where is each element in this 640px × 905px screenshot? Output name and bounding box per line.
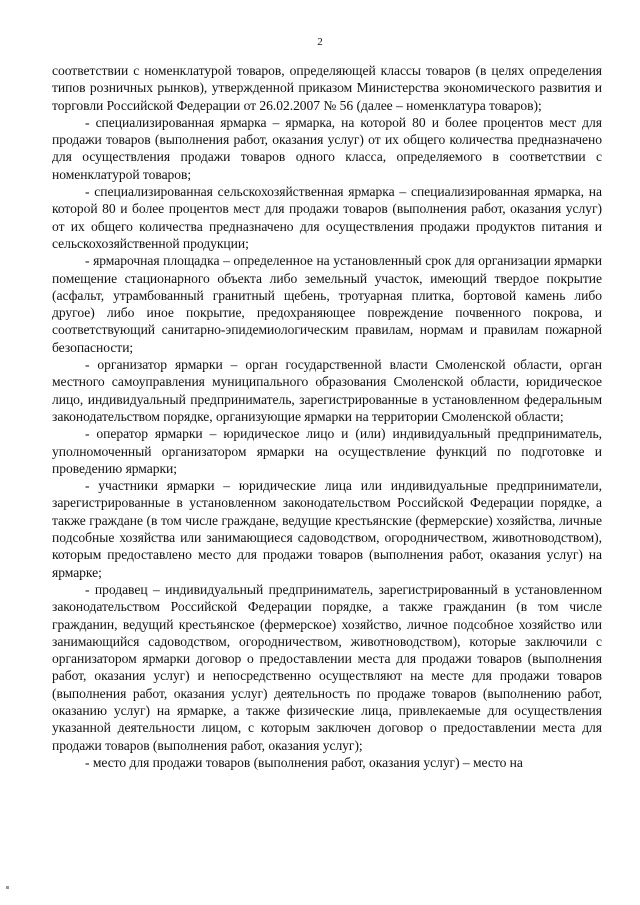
paragraph-specialized-fair: - специализированная ярмарка – ярмарка, на которой 80 и более процентов мест для продажи товаров (выполнения работ, оказания услуг) от их общего количества предназначено для осуществления продажи товаров одного класса, определяемого в соответствии с номенклатурой товаров; (52, 114, 602, 182)
paragraph-fair-organizer: - организатор ярмарки – орган государственной власти Смоленской области, орган местного самоуправления муниципального образования Смоленской области, юридическое лицо, индивидуальный предприниматель, зарегистрированные в установленном федеральным законодательством порядке, организующие ярмарки на территории Смоленской области; (52, 357, 602, 424)
paragraph-sales-place: - место для продажи товаров (выполнения работ, оказания услуг) – место на (85, 754, 523, 770)
page-number: 2 (317, 36, 323, 48)
document-body (52, 62, 602, 771)
scan-artifact (6, 886, 9, 889)
paragraph-fair-participants: - участники ярмарки – юридические лица или индивидуальные предприниматели, зарегистрированные в установленном законодательством Российской Федерации порядке, а также граждане (в том числе граждане, ведущие крестьянские (фермерские) хозяйства, личные подсобные хозяйства или занимающиеся садоводством, огородничеством, животноводством), которым предоставлено место для продажи товаров (выполнения работ, оказания услуг) на ярмарке; (52, 478, 602, 580)
paragraph-fair-site: - ярмарочная площадка – определенное на установленный срок для организации ярмарки помещение стационарного объекта либо земельный участок, имеющий твердое покрытие (асфальт, утрамбованный гранитный щебень, тротуарная плитка, бортовой камень либо другое) либо иное покрытие, предохраняющее повреждение почвенного покрова, и соответствующий санитарно-эпидемиологическим правилам, нормам и правилам пожарной безопасности; (52, 253, 602, 355)
paragraph-agricultural-fair: - специализированная сельскохозяйственная ярмарка – специализированная ярмарка, на которой 80 и более процентов мест для продажи товаров (выполнения работ, оказания услуг) от их общего количества предназначено для осуществления продажи продуктов питания и сельскохозяйственной продукции; (52, 184, 602, 251)
paragraph-seller: - продавец – индивидуальный предприниматель, зарегистрированный в установленном законодательством Российской Федерации порядке, а также гражданин (в том числе гражданин, ведущий крестьянское (фермерское) хозяйство, личное подсобное хозяйство или занимающийся садоводством, огородничеством, животноводством), которые заключили с организатором ярмарки договор о предоставлении места для продажи товаров (выполнения работ, оказания услуг) и непосредственно осуществляют на месте для продажи товаров (выполнения работ, оказания услуг) деятельность по продаже товаров (выполнению работ, оказанию услуг) на ярмарке, а также физические лица, привлекаемые для осуществления указанной деятельности лицом, с которым заключен договор о предоставлении места для продажи товаров (выполнения работ, оказания услуг); (52, 581, 602, 753)
paragraph-1: соответствии с номенклатурой товаров, определяющей классы товаров (в целях определения типов розничных рынков), утвержденной приказом Министерства экономического развития и торговли Российской Федерации от 26.02.2007 № 56 (далее – номенклатура товаров); (52, 63, 602, 113)
paragraph-fair-operator: - оператор ярмарки – юридическое лицо и (или) индивидуальный предприниматель, уполномоченный организатором ярмарки на осуществление функций по подготовке и проведению ярмарки; (52, 426, 602, 476)
